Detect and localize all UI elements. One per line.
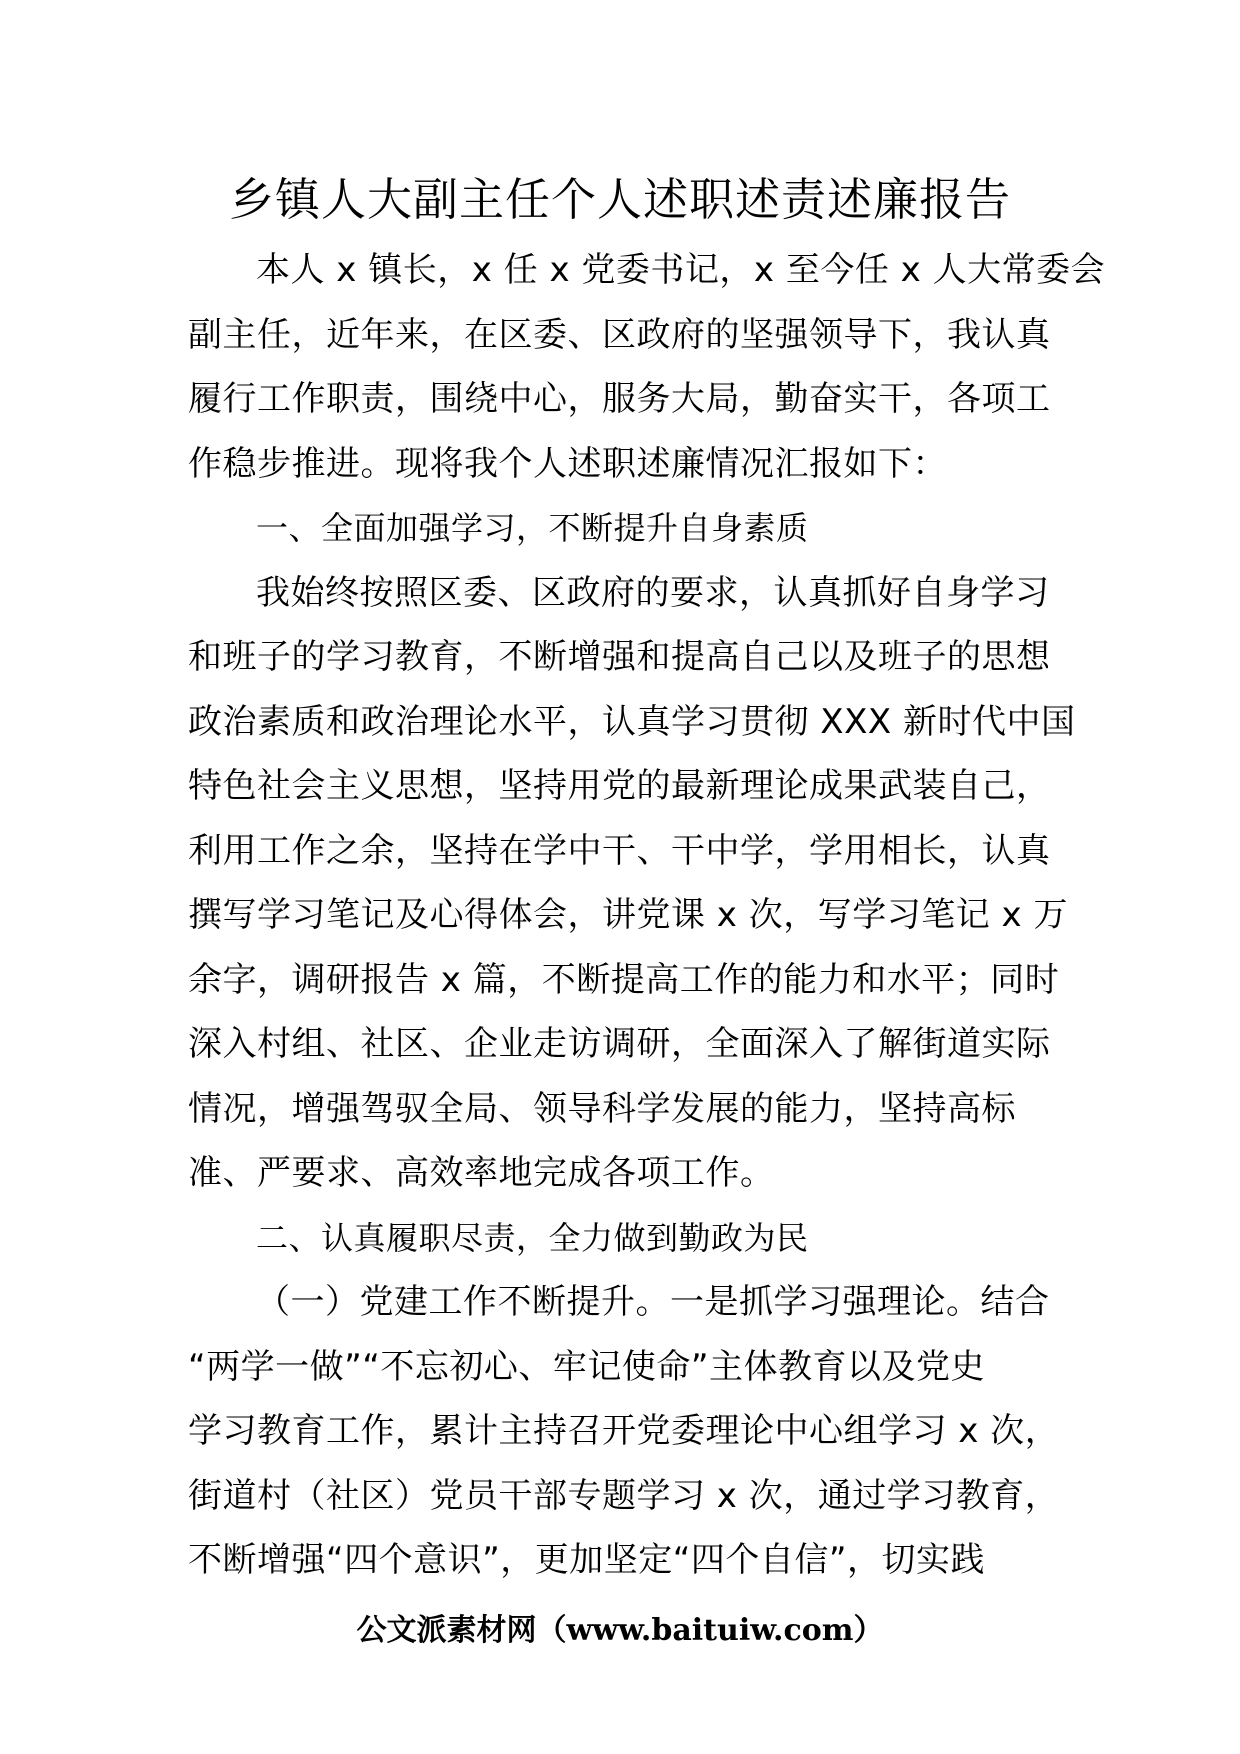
text-line: 副主任，近年来，在区委、区政府的坚强领导下，我认真 [188, 314, 1051, 355]
text-line: 准、严要求、高效率地完成各项工作。 [188, 1153, 775, 1193]
text-line: 余字，调研报告 x 篇，不断提高工作的能力和水平；同时 [188, 959, 1060, 1000]
text-line: 我始终按照区委、区政府的要求，认真抓好自身学习 [256, 572, 1050, 613]
text-line: 撰写学习笔记及心得体会，讲党课 x 次，写学习笔记 x 万 [188, 895, 1068, 935]
text-line: 深入村组、社区、企业走访调研，全面深入了解街道实际 [188, 1024, 1051, 1064]
text-line: 政治素质和政治理论水平，认真学习贯彻 XXX 新时代中国 [188, 701, 1076, 742]
text-line: 街道村（社区）党员干部专题学习 x 次，通过学习教育， [188, 1475, 1060, 1516]
text-line: （一）党建工作不断提升。一是抓学习强理论。结合 [256, 1282, 1050, 1322]
text-line: 履行工作职责，围绕中心，服务大局，勤奋实干，各项工 [188, 379, 1051, 419]
text-line: 作稳步推进。现将我个人述职述廉情况汇报如下： [188, 443, 947, 484]
section-heading: 二、认真履职尽责，全力做到勤政为民 [256, 1218, 809, 1257]
document-title: 乡镇人大副主任个人述职述责述廉报告 [228, 173, 1011, 226]
text-line: 学习教育工作，累计主持召开党委理论中心组学习 x 次， [188, 1411, 1060, 1451]
text-line: 情况，增强驾驭全局、领导科学发展的能力，坚持高标 [188, 1088, 1016, 1129]
watermark-footer: 公文派素材网（www.baituiw.com） [356, 1613, 884, 1648]
text-line: “两学一做”“不忘初心、牢记使命”主体教育以及党史 [188, 1346, 985, 1387]
section-heading: 一、全面加强学习，不断提升自身素质 [256, 509, 809, 547]
document-body [188, 238, 1106, 1593]
text-line: 利用工作之余，坚持在学中干、干中学，学用相长，认真 [188, 830, 1051, 871]
text-line: 不断增强“四个意识”，更加坚定“四个自信”，切实践 [188, 1540, 985, 1580]
text-line: 本人 x 镇长，x 任 x 党委书记，x 至今任 x 人大常委会 [256, 250, 1106, 290]
text-line: 和班子的学习教育，不断增强和提高自己以及班子的思想 [188, 637, 1051, 677]
text-line: 特色社会主义思想，坚持用党的最新理论成果武装自己， [188, 766, 1051, 806]
